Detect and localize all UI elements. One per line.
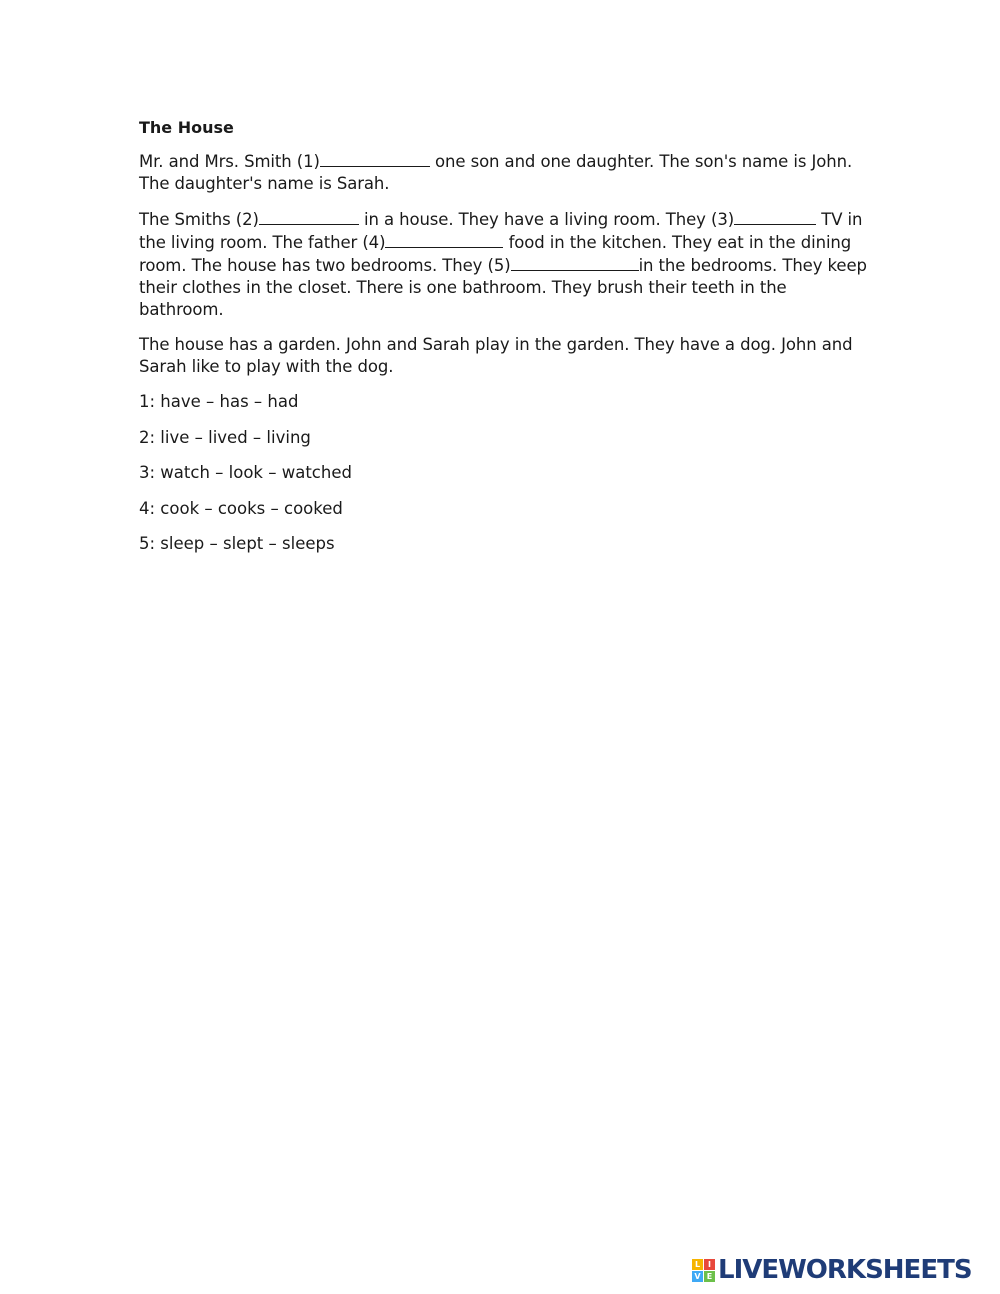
liveworksheets-logo	[692, 1255, 972, 1285]
p1-text-2: one son and one daughter. The son's name is John. The daughter's name is Sarah.	[139, 152, 853, 193]
brand-name: LIVEWORKSHEETS	[718, 1255, 972, 1285]
blank-3[interactable]	[734, 208, 816, 225]
option-line-2: 2: live – lived – living	[139, 427, 311, 447]
blank-4[interactable]	[385, 231, 503, 248]
blank-2[interactable]	[259, 208, 359, 225]
logo-tile-l: L	[692, 1259, 703, 1270]
paragraph-1	[139, 150, 869, 195]
option-line-1: 1: have – has – had	[139, 392, 299, 411]
p2-text-2: in a house. They have a living room. They (3)	[358, 210, 735, 229]
option-line-3: 3: watch – look – watched	[139, 463, 352, 482]
p2-text-3: TV in the living room. The father (4)	[139, 210, 863, 252]
logo-tile-e: E	[704, 1271, 715, 1282]
paragraph-3: The house has a garden. John and Sarah play in the garden. They have a dog. John and Sarah like to play with the dog.	[139, 335, 853, 376]
worksheet-title: The House	[139, 118, 234, 137]
logo-tile-v: V	[692, 1271, 703, 1282]
p2-text-1: The Smiths (2)	[139, 210, 259, 229]
p2-text-4: food in the kitchen. They eat in the dining room. The house has two bedrooms. They (5)	[139, 233, 852, 275]
worksheet	[139, 118, 869, 569]
live-logo-icon	[692, 1259, 715, 1282]
option-line-5: 5: sleep – slept – sleeps	[139, 534, 335, 553]
logo-tile-i: I	[704, 1259, 715, 1270]
blank-5[interactable]	[511, 254, 639, 271]
option-line-4: 4: cook – cooks – cooked	[139, 498, 343, 518]
blank-1[interactable]	[320, 150, 430, 167]
p1-text-1: Mr. and Mrs. Smith (1)	[139, 152, 320, 171]
p2-text-5: in the bedrooms. They keep their clothes in the closet. There is one bathroom. They brush their teeth in the bathroom.	[139, 256, 867, 319]
paragraph-2	[139, 208, 869, 321]
